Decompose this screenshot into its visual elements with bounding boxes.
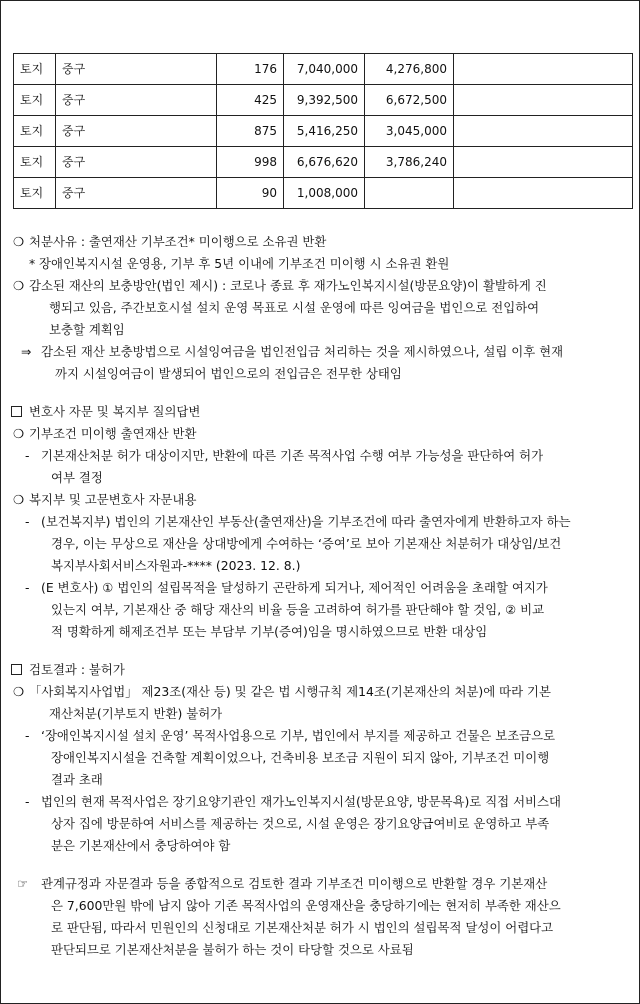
dash-item-cont	[11, 621, 631, 643]
cell-amount: 5,416,250	[284, 116, 365, 147]
dash-item-text: 장애인복지시설을 건축할 계획이었으나, 건축비용 보조금 지원이 되지 않아, 기부조건 미이행	[51, 750, 550, 765]
table-row	[14, 147, 633, 178]
plan-line-cont	[11, 319, 631, 341]
dash-item	[11, 577, 631, 599]
dash-bullet-icon: -	[25, 794, 30, 809]
cell-number: 998	[217, 147, 284, 178]
conclusion-text: 은 7,600만원 밖에 남지 않아 기존 목적사업의 운영재산을 충당하기에는 현저히 부족한 재산으	[51, 898, 561, 913]
conclusion-line	[11, 873, 631, 895]
cell-amount-2: 3,786,240	[365, 147, 454, 178]
table-row	[14, 85, 633, 116]
dash-item-text: 복지부사회서비스자원과-**** (2023. 12. 8.)	[51, 558, 301, 573]
dash-item-cont	[11, 555, 631, 577]
dash-item-text: (E 변호사) ① 법인의 설립목적을 달성하기 곤란하게 되거나, 제어적인 어려움을 초래할 여지가	[41, 580, 548, 595]
cell-note	[454, 147, 633, 178]
cell-number: 425	[217, 85, 284, 116]
conclusion-line-cont	[11, 895, 631, 917]
cell-number: 176	[217, 54, 284, 85]
section-heading-text: 변호사 자문 및 복지부 질의답변	[29, 404, 201, 419]
dash-item-text: 기본재산처분 허가 대상이지만, 반환에 따른 기존 목적사업 수행 여부 가능성을 판단하여 허가	[41, 448, 544, 463]
dash-item-text: 있는지 여부, 기본재산 중 해당 재산의 비율 등을 고려하여 허가를 판단해야 할 것임, ② 비교	[51, 602, 545, 617]
checkbox-square-icon	[11, 664, 22, 675]
table-row	[14, 54, 633, 85]
conclusion-text: 판단되므로 기본재산처분을 불허가 하는 것이 타당할 것으로 사료됨	[51, 942, 414, 957]
pointing-hand-icon: ☞	[17, 876, 29, 891]
cell-area: 중구	[56, 178, 217, 209]
cell-note	[454, 178, 633, 209]
arrow-right-icon: ⇒	[21, 344, 32, 359]
cell-type: 토지	[14, 85, 56, 116]
dash-item-cont	[11, 533, 631, 555]
cell-number: 875	[217, 116, 284, 147]
circle-bullet-icon: ❍	[13, 684, 25, 699]
dash-bullet-icon: -	[25, 448, 30, 463]
cell-amount-2: 6,672,500	[365, 85, 454, 116]
dash-bullet-icon: -	[25, 728, 30, 743]
reason-note-text: 장애인복지시설 운영용, 기부 후 5년 이내에 기부조건 미이행 시 소유권 환원	[39, 256, 450, 271]
checkbox-square-icon	[11, 406, 22, 417]
cell-amount: 7,040,000	[284, 54, 365, 85]
circle-bullet-icon: ❍	[13, 234, 25, 249]
dash-item-text: 법인의 현재 목적사업은 장기요양기관인 재가노인복지시설(방문요양, 방문목욕)로 직접 서비스대	[41, 794, 561, 809]
dash-item	[11, 445, 631, 467]
subheading-text: 「사회복지사업법」 제23조(재산 등) 및 같은 법 시행규칙 제14조(기본재산의 처분)에 따라 기본	[29, 684, 551, 699]
dash-item-cont	[11, 467, 631, 489]
conclusion-text: 관계규정과 자문결과 등을 종합적으로 검토한 결과 기부조건 미이행으로 반환할 경우 기본재산	[41, 876, 548, 891]
subheading-line-cont	[11, 703, 631, 725]
dash-item-cont	[11, 769, 631, 791]
cell-area: 중구	[56, 147, 217, 178]
dash-item-text: (보건복지부) 법인의 기본재산인 부동산(출연재산)을 기부조건에 따라 출연자에게 반환하고자 하는	[41, 514, 571, 529]
dash-item-text: 결과 초래	[51, 772, 103, 787]
dash-item-cont	[11, 747, 631, 769]
section-heading-review	[11, 659, 631, 681]
dash-item-text: 경우, 이는 무상으로 재산을 상대방에게 수여하는 ‘증여’로 보아 기본재산 처분허가 대상임/보건	[51, 536, 562, 551]
reason-text: 처분사유 : 출연재산 기부조건* 미이행으로 소유권 반환	[29, 234, 327, 249]
dash-bullet-icon: -	[25, 580, 30, 595]
table-row	[14, 116, 633, 147]
cell-area: 중구	[56, 116, 217, 147]
cell-amount-2	[365, 178, 454, 209]
cell-type: 토지	[14, 147, 56, 178]
subheading-text: 기부조건 미이행 출연재산 반환	[29, 426, 197, 441]
cell-amount: 1,008,000	[284, 178, 365, 209]
subheading-text: 재산처분(기부토지 반환) 불허가	[49, 706, 223, 721]
arrow-line-cont	[11, 363, 631, 385]
cell-number: 90	[217, 178, 284, 209]
plan-line-cont	[11, 297, 631, 319]
dash-item-cont	[11, 835, 631, 857]
conclusion-line-cont	[11, 939, 631, 961]
land-table	[13, 53, 633, 209]
cell-amount-2: 4,276,800	[365, 54, 454, 85]
section-heading-text: 검토결과 : 불허가	[29, 662, 125, 677]
subheading-line	[11, 681, 631, 703]
circle-bullet-icon: ❍	[13, 278, 25, 293]
dash-item	[11, 725, 631, 747]
cell-amount-2: 3,045,000	[365, 116, 454, 147]
plan-text: 보충할 계획임	[49, 322, 125, 337]
dash-item	[11, 511, 631, 533]
subheading-line	[11, 423, 631, 445]
section-heading-advice	[11, 401, 631, 423]
cell-area: 중구	[56, 85, 217, 116]
cell-amount: 6,676,620	[284, 147, 365, 178]
plan-line	[11, 275, 631, 297]
dash-item-cont	[11, 813, 631, 835]
arrow-text: 감소된 재산 보충방법으로 시설잉여금을 법인전입금 처리하는 것을 제시하였으나, 설립 이후 현재	[41, 344, 564, 359]
circle-bullet-icon: ❍	[13, 426, 25, 441]
cell-type: 토지	[14, 54, 56, 85]
cell-note	[454, 54, 633, 85]
dash-item-cont	[11, 599, 631, 621]
reason-note-line	[11, 253, 631, 275]
cell-type: 토지	[14, 116, 56, 147]
dash-item	[11, 791, 631, 813]
dash-bullet-icon: -	[25, 514, 30, 529]
conclusion-line-cont	[11, 917, 631, 939]
plan-text: 행되고 있음, 주간보호시설 설치 운영 목표로 시설 운영에 따른 잉여금을 법인으로 전입하여	[49, 300, 540, 315]
table-row	[14, 178, 633, 209]
asterisk-icon: *	[29, 256, 36, 271]
document-body	[11, 231, 631, 961]
dash-item-text: 상자 집에 방문하여 서비스를 제공하는 것으로, 시설 운영은 장기요양급여비로 운영하고 부족	[51, 816, 550, 831]
dash-item-text: 분은 기본재산에서 충당하여야 함	[51, 838, 231, 853]
plan-text: 감소된 재산의 보충방안(법인 제시) : 코로나 종료 후 재가노인복지시설(방문요양)이 활발하게 진	[29, 278, 547, 293]
cell-type: 토지	[14, 178, 56, 209]
dash-item-text: 여부 결정	[51, 470, 103, 485]
circle-bullet-icon: ❍	[13, 492, 25, 507]
arrow-line	[11, 341, 631, 363]
dash-item-text: ‘장애인복지시설 설치 운영’ 목적사업용으로 기부, 법인에서 부지를 제공하고 건물은 보조금으로	[41, 728, 556, 743]
cell-note	[454, 116, 633, 147]
subheading-line	[11, 489, 631, 511]
cell-amount: 9,392,500	[284, 85, 365, 116]
cell-area: 중구	[56, 54, 217, 85]
reason-line	[11, 231, 631, 253]
conclusion-text: 로 판단됨, 따라서 민원인의 신청대로 기본재산처분 허가 시 법인의 설립목적 달성이 어렵다고	[51, 920, 554, 935]
dash-item-text: 적 명확하게 해제조건부 또는 부담부 기부(증여)임을 명시하였으므로 반환 대상임	[51, 624, 488, 639]
cell-note	[454, 85, 633, 116]
arrow-text: 까지 시설잉여금이 발생되어 법인으로의 전입금은 전무한 상태임	[55, 366, 402, 381]
subheading-text: 복지부 및 고문변호사 자문내용	[29, 492, 197, 507]
